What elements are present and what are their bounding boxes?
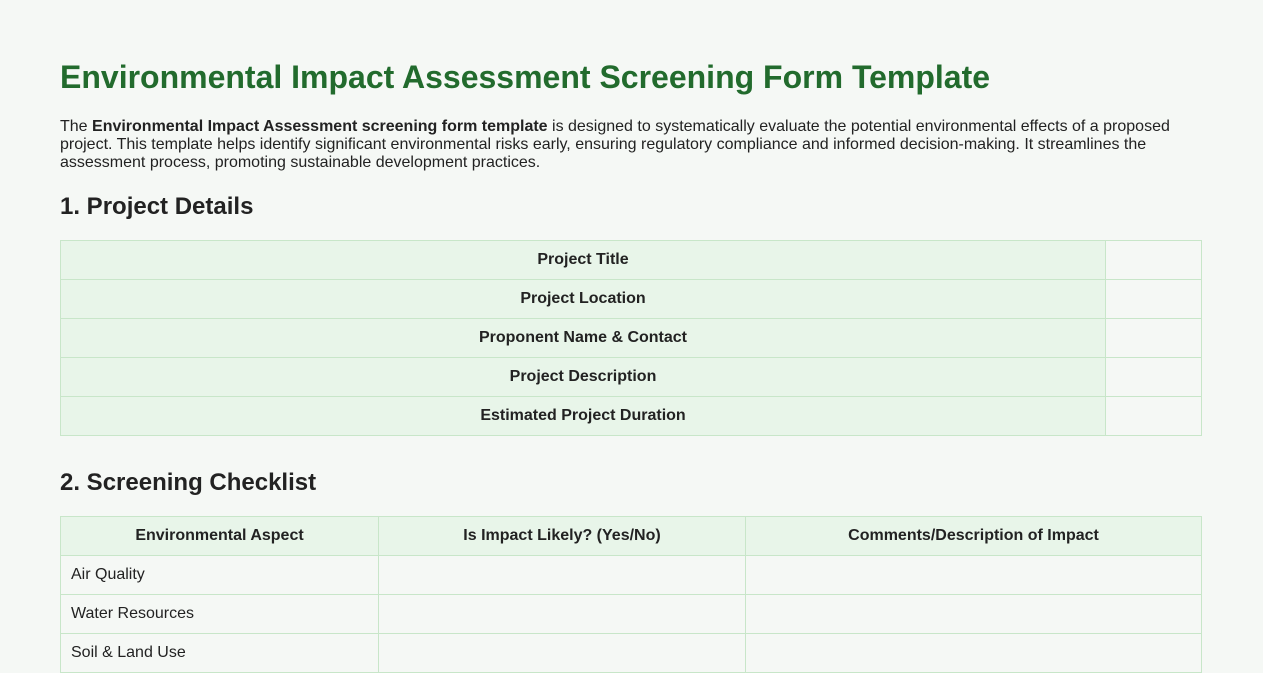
- column-header: Environmental Aspect: [61, 517, 379, 556]
- project-details-table: [60, 240, 1202, 436]
- value-cell[interactable]: [1106, 280, 1202, 319]
- section-heading-screening-checklist: 2. Screening Checklist: [60, 469, 317, 496]
- aspect-cell: Soil & Land Use: [61, 634, 379, 673]
- value-cell[interactable]: [1106, 358, 1202, 397]
- row-label: Project Description: [61, 358, 1106, 397]
- table-row: [61, 280, 1202, 319]
- row-label: Project Location: [61, 280, 1106, 319]
- value-cell[interactable]: [1106, 241, 1202, 280]
- aspect-cell: Air Quality: [61, 556, 379, 595]
- screening-checklist-table: [60, 516, 1202, 673]
- table-header-row: [61, 517, 1202, 556]
- table-row: [61, 241, 1202, 280]
- comments-cell[interactable]: [746, 595, 1202, 634]
- intro-prefix: The: [60, 118, 93, 135]
- aspect-cell: Water Resources: [61, 595, 379, 634]
- section-heading-project-details: 1. Project Details: [60, 193, 254, 220]
- comments-cell[interactable]: [746, 634, 1202, 673]
- value-cell[interactable]: [1106, 319, 1202, 358]
- table-row: [61, 397, 1202, 436]
- intro-paragraph: [60, 118, 1202, 172]
- row-label: Proponent Name & Contact: [61, 319, 1106, 358]
- page-title: Environmental Impact Assessment Screening Form Template: [60, 59, 991, 95]
- table-row: [61, 358, 1202, 397]
- impact-cell[interactable]: [379, 595, 746, 634]
- table-row: [61, 634, 1202, 673]
- table-row: [61, 319, 1202, 358]
- column-header: Comments/Description of Impact: [746, 517, 1202, 556]
- row-label: Project Title: [61, 241, 1106, 280]
- value-cell[interactable]: [1106, 397, 1202, 436]
- impact-cell[interactable]: [379, 634, 746, 673]
- table-row: [61, 595, 1202, 634]
- row-label: Estimated Project Duration: [61, 397, 1106, 436]
- column-header: Is Impact Likely? (Yes/No): [379, 517, 746, 556]
- comments-cell[interactable]: [746, 556, 1202, 595]
- intro-suffix: is designed to systematically evaluate the potential environmental effects of a proposed project. This template helps identify significant environmental risks early, ensuring regulatory compliance and informed decision-making. It streamlines the assessment process, promoting sustainable development practices.: [60, 118, 1170, 171]
- table-row: [61, 556, 1202, 595]
- impact-cell[interactable]: [379, 556, 746, 595]
- intro-bold: Environmental Impact Assessment screening form template: [92, 118, 548, 135]
